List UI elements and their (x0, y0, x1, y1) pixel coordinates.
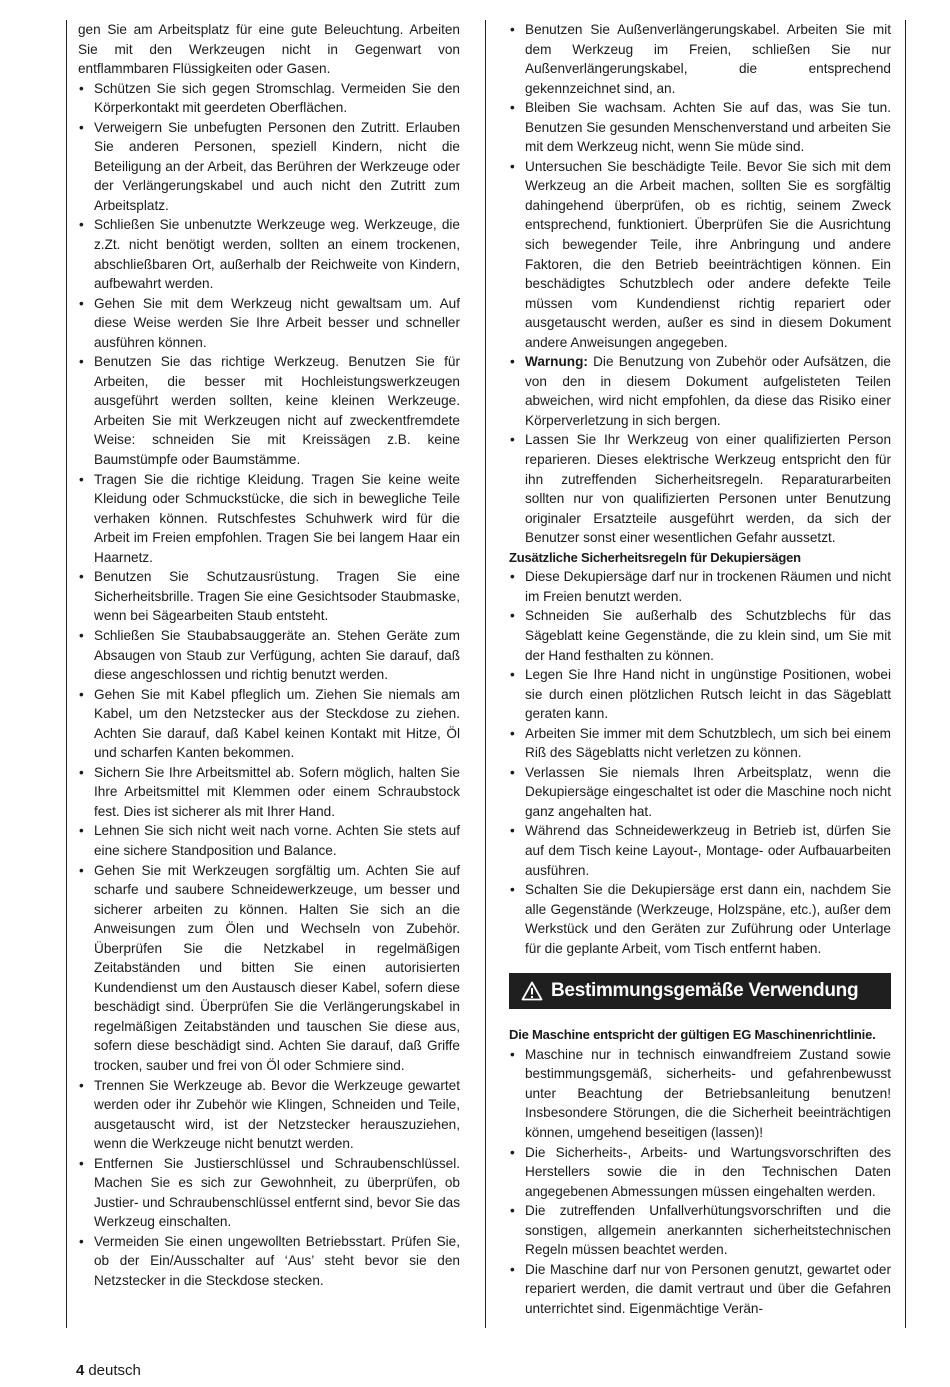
list-item: • Verweigern Sie unbefugten Personen den Zutritt. Erlauben Sie anderen Personen, speziell Kindern, nicht die Beteiligung an der Arbeit, das Berühren der Werkzeuge oder der Verlängerungskabel und auch nicht den Zutritt zum Arbeitsplatz. (78, 118, 460, 216)
list-item: • Sichern Sie Ihre Arbeitsmittel ab. Sofern möglich, halten Sie Ihre Arbeitsmittel mit Klemmen oder einem Schraubstock fest. Dies ist sicherer als mit Ihrer Hand. (78, 763, 460, 822)
warning-triangle-icon (521, 981, 543, 1001)
list-item: • Verlassen Sie niemals Ihren Arbeitsplatz, wenn die Dekupiersäge eingeschaltet ist oder die Maschine noch nicht ganz angehalten hat. (509, 763, 891, 822)
list-item: • Lassen Sie Ihr Werkzeug von einer qualifizierten Person reparieren. Dieses elektrische Werkzeug entspricht den für ihn zutreffenden Sicherheitsregeln. Reparaturarbeiten sollten nur von qualifizierten Personen unter Benutzung originaler Ersatzteile ausgeführt werden, da sich der Benutzer sonst einer wesentlichen Gefahr aussetzt. (509, 430, 891, 547)
saw-rules-heading: Zusätzliche Sicherheitsregeln für Dekupiersägen (509, 549, 801, 565)
section-banner (509, 973, 891, 1009)
warning-label: Warnung: (525, 354, 588, 370)
list-item: • Benutzen Sie das richtige Werkzeug. Benutzen Sie für Arbeiten, die besser mit Hochleistungswerkzeugen ausgeführt werden sollten, keine kleinen Werkzeuge. Arbeiten Sie mit Werkzeugen nicht auf zweckentfremdete Weise: schneiden Sie mit Kreissägen z.B. keine Baumstümpfe oder Baumstämme. (78, 352, 460, 469)
list-item: • Benutzen Sie Schutzausrüstung. Tragen Sie eine Sicherheitsbrille. Tragen Sie eine Gesichtsoder Staubmaske, wenn bei Sägearbeiten Staub entsteht. (78, 567, 460, 626)
list-item: • Schützen Sie sich gegen Stromschlag. Vermeiden Sie den Körperkontakt mit geerdeten Oberflächen. (78, 79, 460, 118)
left-column (78, 20, 460, 1291)
list-item: • Vermeiden Sie einen ungewollten Betriebsstart. Prüfen Sie, ob der Ein/Ausschalter auf ‘Aus’ steht bevor sie den Netzstecker in die Steckdose stecken. (78, 1232, 460, 1291)
list-item: • Untersuchen Sie beschädigte Teile. Bevor Sie sich mit dem Werkzeug an die Arbeit machen, sollten Sie es sorgfältig dahingehend überprüfen, ob es richtig, seinem Zweck entsprechend, funktioniert. Überprüfen Sie die Ausrichtung sich bewegender Teile, ihre Anbringung und andere Faktoren, die den Betrieb beeinträchtigen können. Ein beschädigtes Schutzblech oder andere defekte Teile müssen vom Kundendienst richtig repariert oder ausgetauscht werden, außer es sind in diesem Dokument andere Anweisungen angegeben. (509, 157, 891, 352)
left-margin-rule (66, 20, 67, 1328)
list-item: • Gehen Sie mit Kabel pfleglich um. Ziehen Sie niemals am Kabel, um den Netzstecker aus der Steckdose zu ziehen. Achten Sie darauf, daß Kabel keinen Kontakt mit Hitze, Öl und scharfen Kanten bekommen. (78, 685, 460, 763)
list-item: • Maschine nur in technisch einwandfreiem Zustand sowie bestimmungsgemäß, sicherheits- und gefahrenbewusst unter Beachtung der Betriebsanleitung benutzen! Insbesondere Störungen, die die Sicherheit beeinträchtigen können, umgehend beseitigen (lassen)! (509, 1045, 891, 1143)
section-title: Bestimmungsgemäße Verwendung (551, 980, 859, 1002)
safety-rules-list (78, 20, 460, 1291)
list-item: • Schließen Sie unbenutzte Werkzeuge weg. Werkzeuge, die z.Zt. nicht benötigt werden, sollten an einem trockenen, abschließbaren Ort, außerhalb der Reichweite von Kindern, aufbewahrt werden. (78, 215, 460, 293)
footer-language: deutsch (88, 1362, 141, 1379)
list-item: • Schalten Sie die Dekupiersäge erst dann ein, nachdem Sie alle Gegenstände (Werkzeuge, Holzspäne, etc.), außer dem Werkstück und den Geräten zur Zuführung oder Unterlage für die geplante Arbeit, vom Tisch entfernt haben. (509, 880, 891, 958)
warning-item (509, 352, 891, 430)
list-item: • Lehnen Sie sich nicht weit nach vorne. Achten Sie stets auf eine sichere Standposition und Balance. (78, 821, 460, 860)
warning-text: Die Benutzung von Zubehör oder Aufsätzen, die von den in diesem Dokument aufgelisteten Teilen abweichen, wird nicht empfohlen, da diese das Risiko einer Körperverletzung in sich bergen. (525, 354, 891, 428)
list-item: • Die Maschine darf nur von Personen genutzt, gewartet oder repariert werden, die damit vertraut und über die Gefahren unterrichtet sind. Eigenmächtige Verän- (509, 1260, 891, 1319)
list-item: • Gehen Sie mit Werkzeugen sorgfältig um. Achten Sie auf scharfe und saubere Schneidewerkzeuge, um besser und sicherer arbeiten zu können. Halten Sie sich an die Anweisungen zum Ölen und Wechseln von Zubehör. Überprüfen Sie die Netzkabel in regelmäßigen Zeitabständen und bitten Sie einen autorisierten Kundendienst um den Austausch dieser Kabel, sofern diese beschädigt sind. Überprüfen Sie die Verlängerungskabel in regelmäßigen Zeitabständen und tauschen Sie diese aus, sofern diese beschädigt sind. Achten Sie darauf, daß Griffe trocken, sauber und frei von Öl oder Schmiere sind. (78, 861, 460, 1076)
page-footer (76, 1362, 141, 1379)
safety-rules-list-continued (509, 20, 891, 548)
saw-rules-list (509, 567, 891, 958)
list-item: • Tragen Sie die richtige Kleidung. Tragen Sie keine weite Kleidung oder Schmuckstücke, die sich in bewegliche Teile verhaken können. Rutschfestes Schuhwerk wird für die Arbeit im Freien empfohlen. Tragen Sie bei langem Haar ein Haarnetz. (78, 470, 460, 568)
list-item: • Benutzen Sie Außenverlängerungskabel. Arbeiten Sie mit dem Werkzeug im Freien, schließen Sie nur Außenverlängerungskabel, die entsprechend gekennzeichnet sind, an. (509, 20, 891, 98)
page-number: 4 (76, 1362, 85, 1379)
right-column (509, 20, 891, 1318)
list-item: • Trennen Sie Werkzeuge ab. Bevor die Werkzeuge gewartet werden oder ihr Zubehör wie Klingen, Schneiden und Teile, ausgetauscht wird, ist der Netzstecker herauszuziehen, wenn die Werkzeuge nicht benutzt werden. (78, 1076, 460, 1154)
list-item: • Schneiden Sie außerhalb des Schutzblechs für das Sägeblatt keine Gegenstände, die zu klein sind, um Sie mit der Hand festhalten zu können. (509, 606, 891, 665)
list-item: • Entfernen Sie Justierschlüssel und Schraubenschlüssel. Machen Sie es sich zur Gewohnheit, zu überprüfen, ob Justier- und Schraubenschlüssel entfernt sind, bevor Sie das Werkzeug einschalten. (78, 1154, 460, 1232)
list-item: gen Sie am Arbeitsplatz für eine gute Beleuchtung. Arbeiten Sie mit den Werkzeugen nicht in Gegenwart von entflammbaren Flüssigkeiten oder Gasen. (78, 22, 460, 77)
list-item: • Arbeiten Sie immer mit dem Schutzblech, um sich bei einem Riß des Sägeblatts nicht verletzen zu können. (509, 724, 891, 763)
list-item: • Diese Dekupiersäge darf nur in trockenen Räumen und nicht im Freien benutzt werden. (509, 567, 891, 606)
intended-use-list (509, 1045, 891, 1319)
right-margin-rule (905, 20, 906, 1328)
list-item: • Die Sicherheits-, Arbeits- und Wartungsvorschriften des Herstellers sowie die in den Technischen Daten angegebenen Abmessungen müssen eingehalten werden. (509, 1143, 891, 1202)
list-item: • Legen Sie Ihre Hand nicht in ungünstige Positionen, wobei sie durch einen plötzlichen Rutsch leicht in das Sägeblatt geraten kann. (509, 665, 891, 724)
list-item: • Die zutreffenden Unfallverhütungsvorschriften und die sonstigen, allgemein anerkannten sicherheitstechnischen Regeln müssen beachtet werden. (509, 1201, 891, 1260)
list-item: • Bleiben Sie wachsam. Achten Sie auf das, was Sie tun. Benutzen Sie gesunden Menschenverstand und arbeiten Sie mit dem Werkzeug nicht, wenn Sie müde sind. (509, 98, 891, 157)
list-item: • Gehen Sie mit dem Werkzeug nicht gewaltsam um. Auf diese Weise werden Sie Ihre Arbeit besser und schneller ausführen können. (78, 294, 460, 353)
list-item: • Schließen Sie Staubabsauggeräte an. Stehen Geräte zum Absaugen von Staub zur Verfügung, achten Sie darauf, daß diese angeschlossen und richtig benutzt werden. (78, 626, 460, 685)
list-item: • Während das Schneidewerkzeug in Betrieb ist, dürfen Sie auf dem Tisch keine Layout-, Montage- oder Aufbauarbeiten ausführen. (509, 821, 891, 880)
directive-heading: Die Maschine entspricht der gültigen EG Maschinenrichtlinie. (509, 1027, 876, 1043)
column-divider-rule (485, 20, 486, 1328)
